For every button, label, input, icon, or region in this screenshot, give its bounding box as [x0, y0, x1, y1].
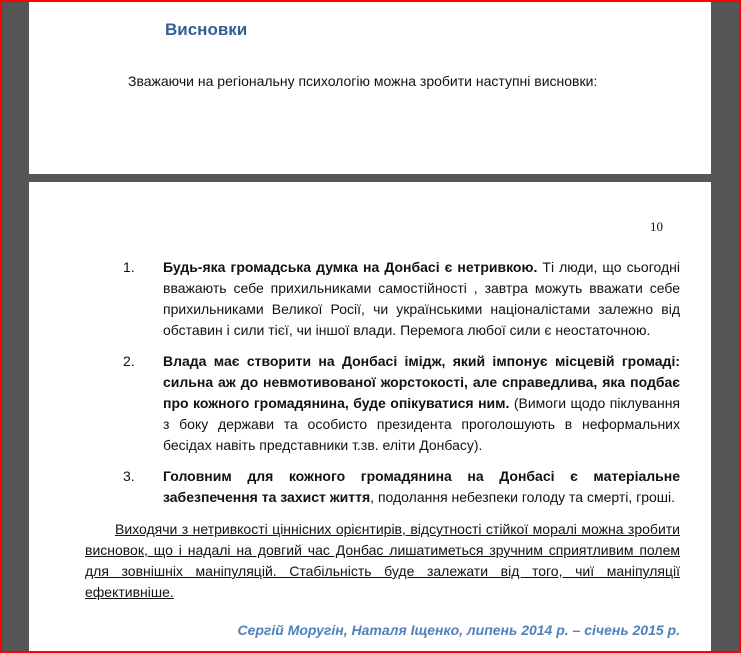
intro-paragraph: Зважаючи на регіональну психологію можна зробити наступні висновки: — [128, 73, 598, 89]
authors-signature: Сергій Моругін, Наталя Іщенко, липень 2014 р. – січень 2015 р. — [237, 622, 680, 638]
section-heading: Висновки — [165, 20, 248, 39]
list-item — [123, 351, 680, 456]
list-item-bold-text: Будь-яка громадська думка на Донбасі є нетривкою. — [163, 259, 538, 275]
list-item — [123, 257, 680, 341]
list-item-bold-text: Влада має створити на Донбасі імідж, який імпонує місцевій громаді: сильна аж до невмотивованої жорстокості, але справедлива, яка подбає про кожного громадянина, буде опікуватися ним. — [163, 353, 680, 411]
list-item-text: Ті люди, що сьогодні вважають себе прихильниками самостійності , завтра можуть вважати себе прихильниками Великої Росії, чи українськими націоналістами залежно від обставин і сили тієї, чи іншої влади. Перемога любої сили є неостаточною. — [163, 259, 681, 338]
page-number: 10 — [650, 219, 663, 234]
list-item-text: (Вимоги щодо піклування з боку держави та особисто президента проголошують в неформальних бесідах навіть представники т.зв. еліти Донбасу). — [163, 395, 680, 453]
list-item-bold-text: Головним для кожного громадянина на Донбасі є матеріальне забезпечення та захист життя — [163, 468, 680, 505]
list-item — [123, 466, 680, 508]
document-page-current — [29, 182, 711, 653]
list-item-text: , подолання небезпеки голоду та смерті, гроші. — [370, 489, 676, 505]
list-item-number: 1. — [123, 259, 135, 275]
document-page-previous — [29, 2, 711, 174]
list-item-number: 3. — [123, 468, 135, 484]
final-paragraph: Виходячи з нетривкості ціннісних орієнтирів, відсутності стійкої моралі можна зробити висновок, що і надалі на довгий час Донбас лишатиметься зручним сприятливим полем для зовнішніх маніпуляцій. Стабільність буде залежати від того, чиї маніпуляції ефективніше. — [85, 521, 680, 600]
list-item-number: 2. — [123, 353, 135, 369]
conclusion-list — [123, 257, 680, 508]
